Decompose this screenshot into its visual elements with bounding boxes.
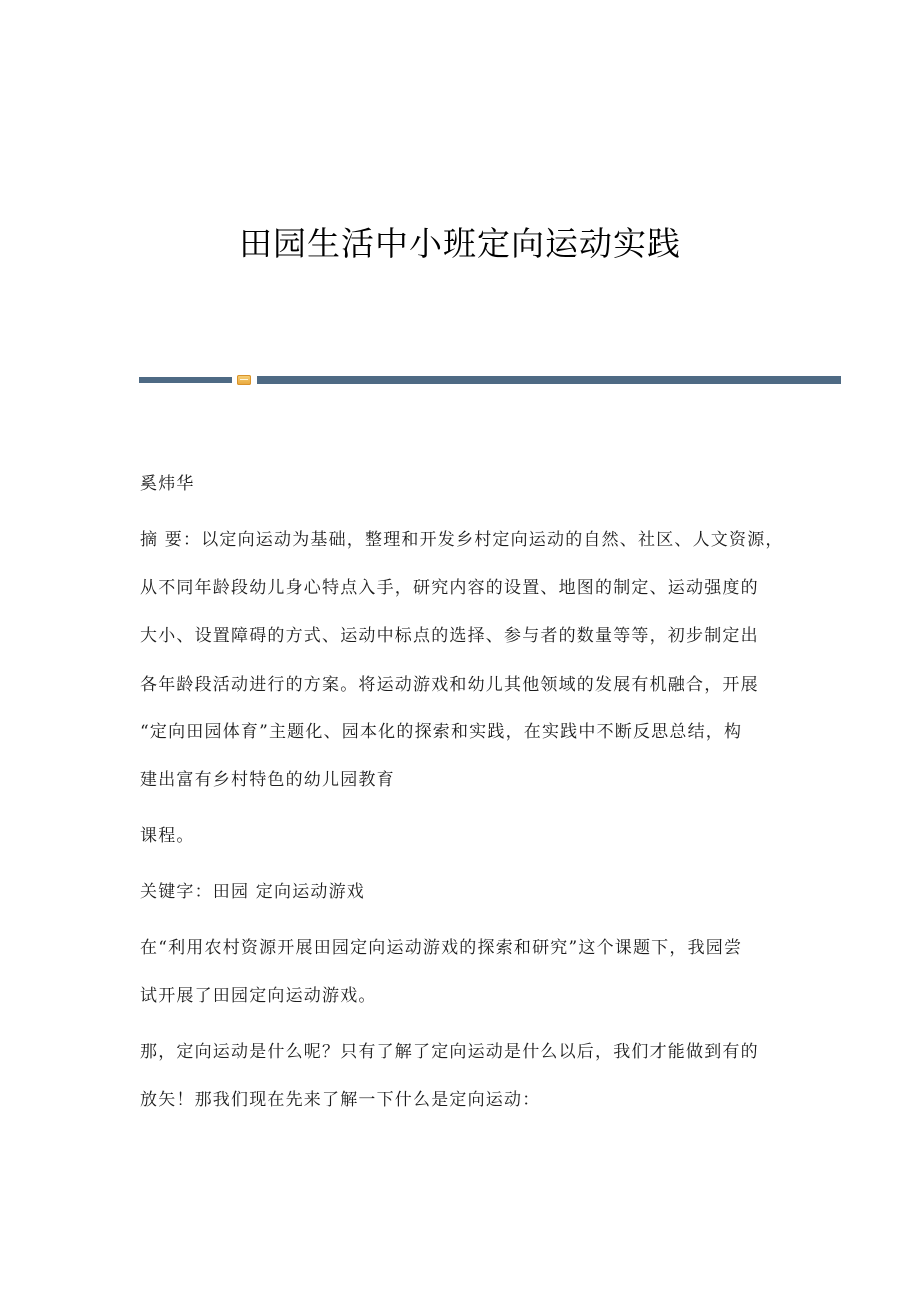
keywords: 关键字：田园 定向运动游戏 — [140, 882, 366, 902]
abstract-line: “定向田园体育”主题化、园本化的探索和实践，在实践中不断反思总结，构 — [140, 722, 743, 742]
paragraph-line: 试开展了田园定向运动游戏。 — [140, 986, 377, 1006]
paragraph-line: 在“利用农村资源开展田园定向运动游戏的探索和研究”这个课题下，我园尝 — [140, 938, 743, 958]
abstract-line: 建出富有乡村特色的幼儿园教育 — [140, 770, 395, 790]
document-title: 田园生活中小班定向运动实践 — [239, 224, 681, 263]
abstract-line: 大小、设置障碍的方式、运动中标点的选择、参与者的数量等等，初步制定出 — [140, 626, 759, 646]
title-divider — [139, 375, 841, 384]
abstract-line: 从不同年龄段幼儿身心特点入手，研究内容的设置、地图的制定、运动强度的 — [140, 578, 759, 598]
abstract-line: 各年龄段活动进行的方案。将运动游戏和幼儿其他领域的发展有机融合，开展 — [140, 675, 759, 695]
author-name: 奚炜华 — [140, 474, 195, 494]
abstract-line: 摘 要：以定向运动为基础，整理和开发乡村定向运动的自然、社区、人文资源， — [140, 530, 784, 550]
divider-bar-left — [139, 377, 232, 383]
paragraph-line: 放矢！那我们现在先来了解一下什么是定向运动： — [140, 1090, 541, 1110]
envelope-icon — [237, 375, 251, 385]
paragraph-line: 那，定向运动是什么呢？只有了解了定向运动是什么以后，我们才能做到有的 — [140, 1042, 759, 1062]
abstract-line: 课程。 — [140, 826, 195, 846]
divider-bar-right — [257, 376, 841, 384]
